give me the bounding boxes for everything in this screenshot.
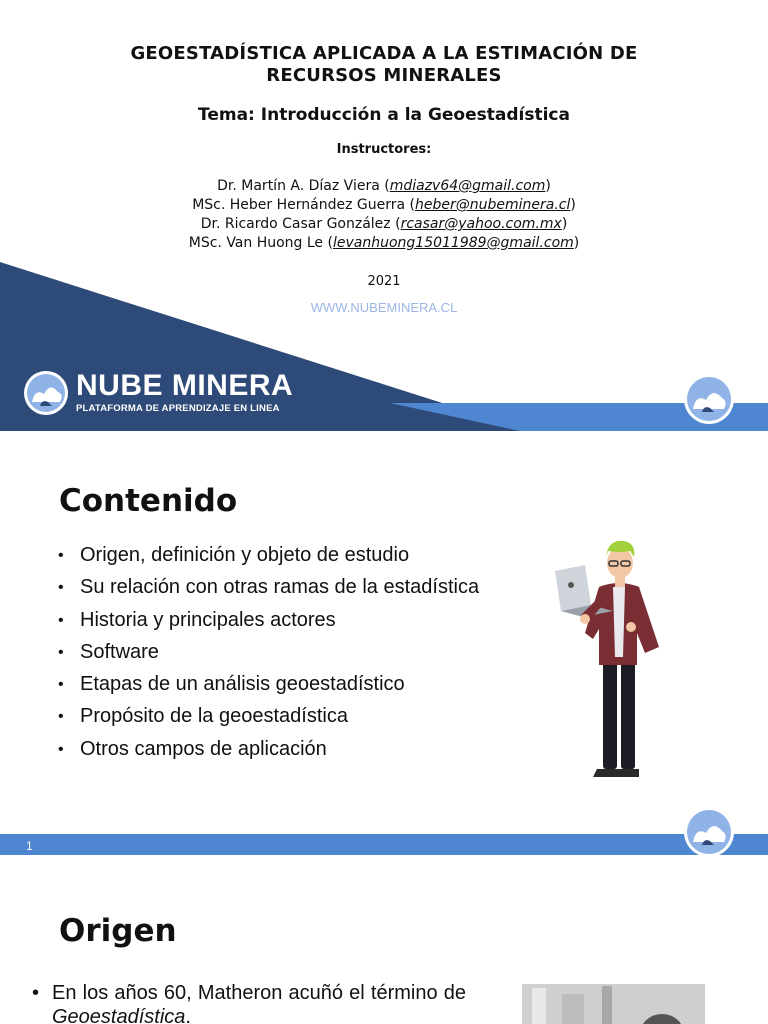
topic-title: Tema: Introducción a la Geoestadística	[198, 105, 570, 125]
cloud-icon	[678, 801, 738, 861]
slide-heading: Origen	[59, 913, 177, 949]
brand-name: NUBE MINERA	[76, 369, 294, 402]
instructor-line: Dr. Martín A. Díaz Viera (mdiazv64@gmail.com)	[217, 178, 551, 194]
year-label: 2021	[367, 274, 401, 289]
origin-slide	[0, 861, 768, 1024]
cloud-icon	[684, 374, 734, 424]
contents-slide	[0, 431, 768, 861]
cloud-icon	[24, 371, 68, 415]
presenter-illustration	[545, 541, 685, 781]
list-item: • Origen, definición y objeto de estudio	[58, 544, 410, 566]
list-item: • Etapas de un análisis geoestadístico	[58, 673, 405, 696]
title-slide	[0, 0, 768, 431]
list-item: • Software	[58, 640, 159, 663]
list-item: • Otros campos de aplicación	[58, 737, 327, 760]
instructors-label: Instructores:	[336, 142, 432, 157]
instructor-line: MSc. Heber Hernández Guerra (heber@nubeminera.cl)	[192, 197, 576, 213]
instructor-line: Dr. Ricardo Casar González (rcasar@yahoo.com.mx)	[200, 216, 568, 232]
banner-shapes	[0, 0, 768, 431]
origin-paragraph: • En los años 60, Matheron acuñó el término de Geoestadística.	[32, 982, 466, 1024]
historical-photo	[522, 984, 705, 1024]
brand-logo	[76, 370, 293, 414]
website-link[interactable]: WWW.NUBEMINERA.CL	[310, 300, 458, 315]
email-link[interactable]: rcasar@yahoo.com.mx	[400, 216, 562, 232]
list-item: • Su relación con otras ramas de la estadística	[58, 576, 480, 599]
page-number: 1	[26, 839, 33, 853]
email-link[interactable]: heber@nubeminera.cl	[414, 197, 571, 213]
email-link[interactable]: mdiazv64@gmail.com	[389, 178, 546, 194]
course-title-line1: GEOESTADÍSTICA APLICADA A LA ESTIMACIÓN DE	[130, 43, 638, 64]
list-item: • Propósito de la geoestadística	[58, 705, 348, 728]
contents-list	[58, 542, 479, 768]
instructor-line: MSc. Van Huong Le (levanhuong15011989@gmail.com)	[188, 235, 580, 251]
slide-heading: Contenido	[59, 483, 238, 519]
course-title-line2: RECURSOS MINERALES	[266, 65, 502, 86]
list-item: • Historia y principales actores	[58, 608, 336, 631]
brand-tagline: PLATAFORMA DE APRENDIZAJE EN LINEA	[76, 403, 280, 414]
email-link[interactable]: levanhuong15011989@gmail.com	[332, 235, 574, 251]
